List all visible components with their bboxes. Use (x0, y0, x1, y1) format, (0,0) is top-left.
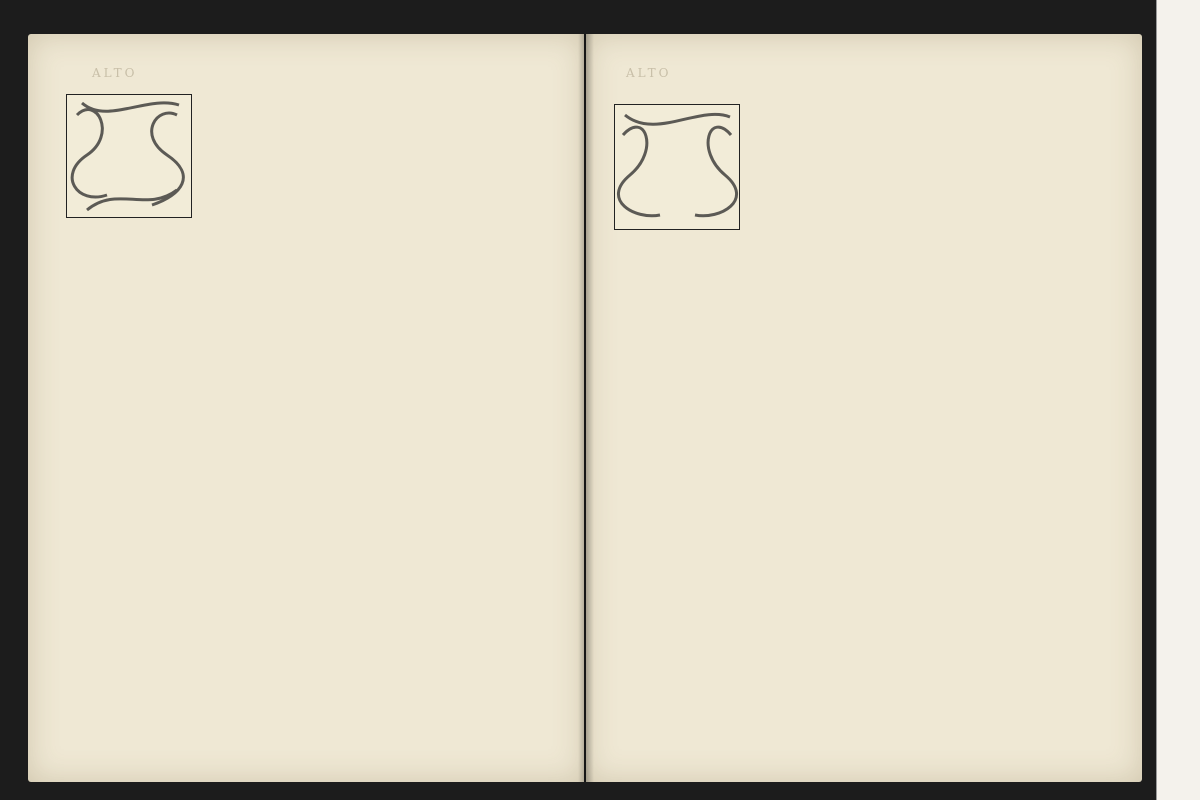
bleed-through-text-right: ALTO (626, 66, 672, 80)
book-gutter (578, 34, 594, 782)
bleed-through-text: ALTO (92, 66, 138, 80)
staff-right-8 (0, 0, 300, 150)
decorated-initial-a (614, 104, 740, 230)
measurement-ruler (1156, 0, 1200, 800)
